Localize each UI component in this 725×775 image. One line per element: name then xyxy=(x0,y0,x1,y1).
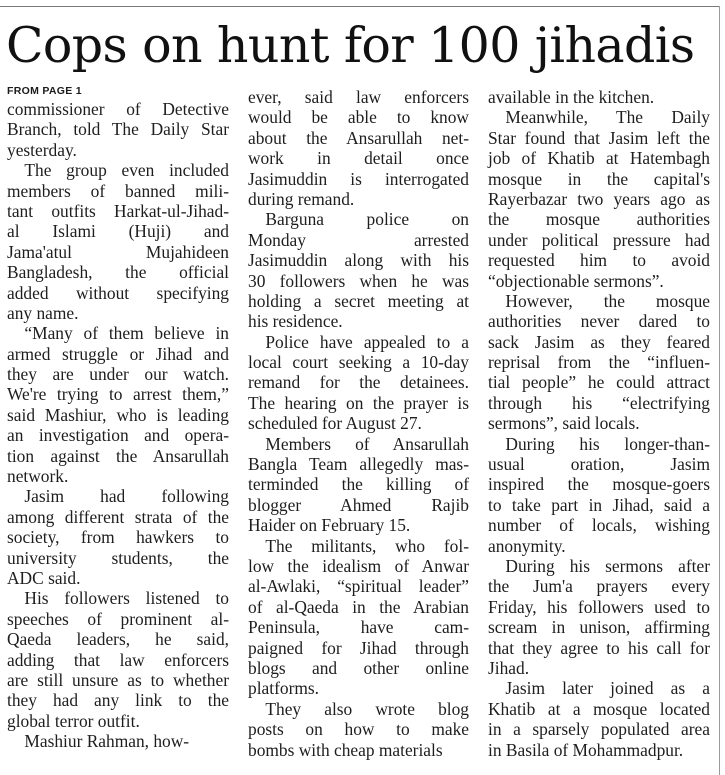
text-line: university students, the xyxy=(7,547,229,568)
text-line: Jihad. xyxy=(488,657,530,678)
text-line: number of locals, wishing xyxy=(488,515,710,536)
text-line: paigned for Jihad through xyxy=(248,637,469,658)
text-line: Monday arrested xyxy=(248,229,469,250)
text-line: tial people” he could attract xyxy=(488,372,710,393)
text-line: reprisal from the “influen- xyxy=(488,352,710,373)
text-line: 30 followers when he was xyxy=(248,270,469,291)
text-line: added without specifying xyxy=(7,282,229,303)
continuation-kicker: FROM PAGE 1 xyxy=(7,85,82,97)
text-line: speeches of prominent al- xyxy=(7,608,229,629)
text-line: sermons”, said locals. xyxy=(488,413,640,434)
article-column-2 xyxy=(248,87,469,760)
text-line: anonymity. xyxy=(488,535,566,556)
text-line: They also wrote blog xyxy=(248,698,469,719)
text-line: “Many of them believe in xyxy=(7,323,229,344)
top-rule xyxy=(0,6,719,7)
text-line: We're trying to arrest them,” xyxy=(7,384,229,405)
text-line: adding that law enforcers xyxy=(7,649,229,670)
text-line: in a sparsely populated area xyxy=(488,719,710,740)
text-line: Friday, his followers used to xyxy=(488,596,710,617)
text-line: al Islami (Huji) and xyxy=(7,221,229,242)
text-line: armed struggle or Jihad and xyxy=(7,343,229,364)
text-line: yesterday. xyxy=(7,139,77,160)
text-line: inspired the mosque-goers xyxy=(488,474,710,495)
text-line: However, the mosque xyxy=(488,290,710,311)
text-line: Jasimuddin along with his xyxy=(248,250,469,271)
text-line: His followers listened to xyxy=(7,588,229,609)
text-line: al-Awlaki, “spiritual leader” xyxy=(248,576,469,597)
text-line: job of Khatib at Hatembagh xyxy=(488,148,710,169)
text-line: During his sermons after xyxy=(488,555,710,576)
text-line: low the idealism of Anwar xyxy=(248,555,469,576)
text-line: would be able to know xyxy=(248,107,469,128)
text-line: Members of Ansarullah xyxy=(248,433,469,454)
text-line: commissioner of Detective xyxy=(7,99,229,119)
text-line: Star found that Jasim left the xyxy=(488,127,710,148)
text-line: holding a secret meeting at xyxy=(248,290,469,311)
text-line: posts on how to make xyxy=(248,719,469,740)
text-line: global terror outfit. xyxy=(7,710,140,731)
text-line: Mashiur Rahman, how- xyxy=(7,731,190,752)
text-line: society, from hawkers to xyxy=(7,527,229,548)
text-line: blogs and other online xyxy=(248,657,469,678)
text-line: scream in unison, affirming xyxy=(488,617,710,638)
text-line: are still unsure as to whether xyxy=(7,669,229,690)
text-line: through his “electrifying xyxy=(488,392,710,413)
article-column-1 xyxy=(7,84,229,752)
column-text xyxy=(248,87,469,760)
text-line: usual oration, Jasim xyxy=(488,454,710,475)
text-line: Bangla Team allegedly mas- xyxy=(248,454,469,475)
column-rule-right xyxy=(719,6,720,775)
text-line: Branch, told The Daily Star xyxy=(7,119,229,140)
text-line: During his longer-than- xyxy=(488,433,710,454)
text-line: they are under our watch. xyxy=(7,364,229,385)
text-line: tant outfits Harkat-ul-Jihad- xyxy=(7,200,229,221)
column-text xyxy=(488,87,710,760)
text-line: requested him to avoid xyxy=(488,250,710,271)
text-line: sack Jasim as they feared xyxy=(488,331,710,352)
text-line: Qaeda leaders, he said, xyxy=(7,629,229,650)
text-line: the mosque authorities xyxy=(488,209,710,230)
text-line: remand for the detainees. xyxy=(248,372,469,393)
text-line: of al-Qaeda in the Arabian xyxy=(248,596,469,617)
text-line: they had any link to the xyxy=(7,690,229,711)
text-line: the Jum'a prayers every xyxy=(488,576,710,597)
text-line: available in the kitchen. xyxy=(488,87,655,107)
text-line: The militants, who fol- xyxy=(248,535,469,556)
text-line: any name. xyxy=(7,302,79,323)
text-line: to take part in Jihad, said a xyxy=(488,494,710,515)
text-line: among different strata of the xyxy=(7,506,229,527)
headline: Cops on hunt for 100 jihadis xyxy=(6,17,695,74)
text-line: local court seeking a 10-day xyxy=(248,352,469,373)
text-line: in Basila of Mohammadpur. xyxy=(488,739,684,760)
text-line: work in detail once xyxy=(248,148,469,169)
text-line: Jasim had following xyxy=(7,486,229,507)
text-line: Barguna police on xyxy=(248,209,469,230)
text-line: Peninsula, have cam- xyxy=(248,617,469,638)
text-line: Bangladesh, the official xyxy=(7,262,229,283)
text-line: tion against the Ansarullah xyxy=(7,445,229,466)
text-line: Khatib at a mosque located xyxy=(488,698,710,719)
column-text xyxy=(7,99,229,752)
text-line: his residence. xyxy=(248,311,343,332)
text-line: under political pressure had xyxy=(488,229,710,250)
text-line: authorities never dared to xyxy=(488,311,710,332)
text-line: Meanwhile, The Daily xyxy=(488,107,710,128)
text-line: said Mashiur, who is leading xyxy=(7,404,229,425)
text-line: during remand. xyxy=(248,188,355,209)
text-line: Jasimuddin is interrogated xyxy=(248,168,469,189)
text-line: ADC said. xyxy=(7,567,81,588)
text-line: blogger Ahmed Rajib xyxy=(248,494,469,515)
text-line: Jama'atul Mujahideen xyxy=(7,241,229,262)
text-line: scheduled for August 27. xyxy=(248,413,422,434)
article-column-3 xyxy=(488,87,710,760)
text-line: members of banned mili- xyxy=(7,180,229,201)
text-line: The group even included xyxy=(7,160,229,181)
text-line: an investigation and opera- xyxy=(7,425,229,446)
text-line: mosque in the capital's xyxy=(488,168,710,189)
text-line: platforms. xyxy=(248,678,319,699)
text-line: “objectionable sermons”. xyxy=(488,270,664,291)
text-line: terminded the killing of xyxy=(248,474,469,495)
text-line: about the Ansarullah net- xyxy=(248,127,469,148)
text-line: Police have appealed to a xyxy=(248,331,469,352)
text-line: Rayerbazar two years ago as xyxy=(488,188,710,209)
text-line: that they agree to his call for xyxy=(488,637,710,658)
text-line: Haider on February 15. xyxy=(248,515,411,536)
text-line: network. xyxy=(7,466,69,487)
text-line: Jasim later joined as a xyxy=(488,678,710,699)
text-line: ever, said law enforcers xyxy=(248,87,469,107)
text-line: The hearing on the prayer is xyxy=(248,392,469,413)
text-line: bombs with cheap materials xyxy=(248,739,443,760)
